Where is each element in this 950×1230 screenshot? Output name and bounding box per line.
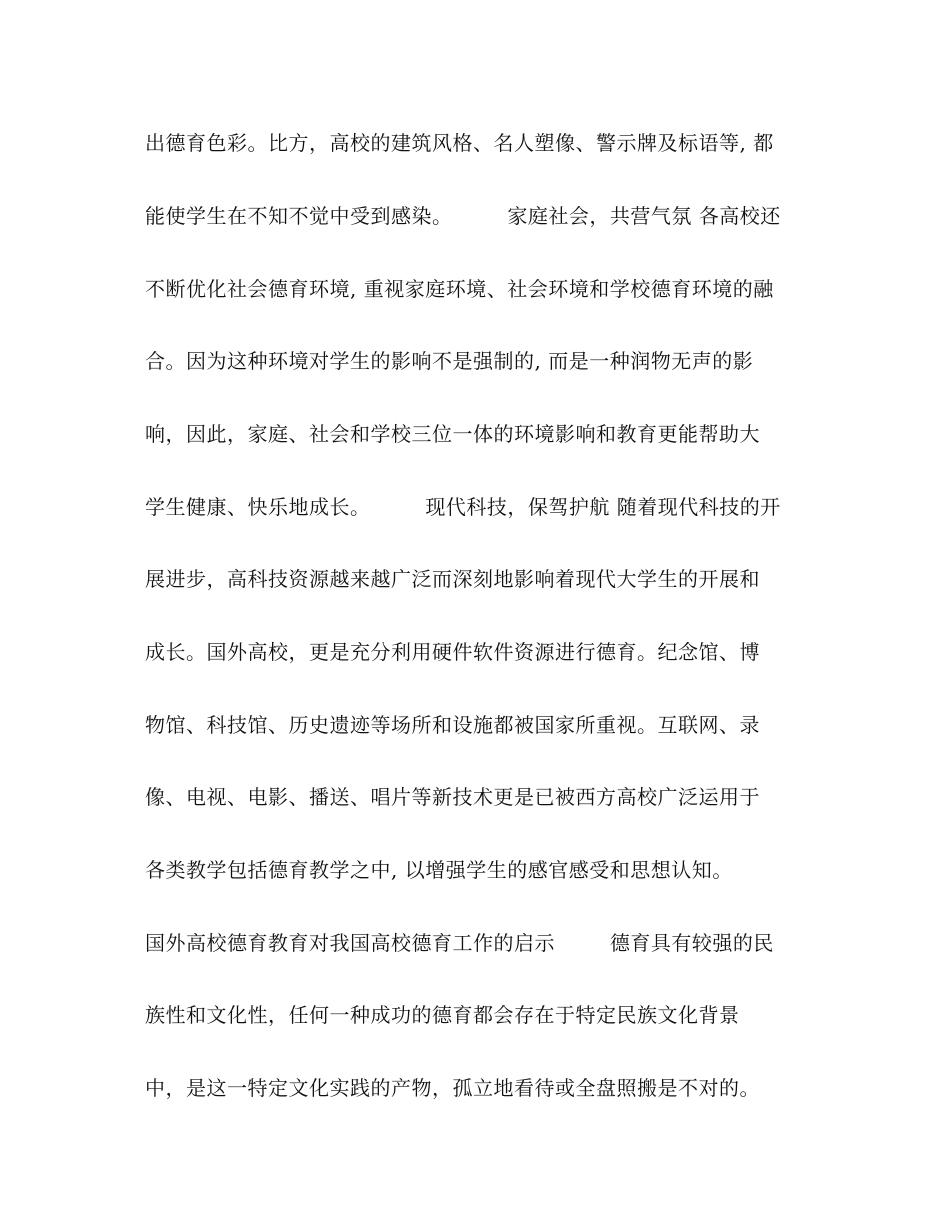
paragraph-line: 响，因此，家庭、社会和学校三位一体的环境影响和教育更能帮助大 [145,422,760,446]
paragraph-line: 学生健康、快乐地成长。 现代科技，保驾护航 随着现代科技的开 [145,495,781,519]
paragraph-line: 成长。国外高校，更是充分利用硬件软件资源进行德育。纪念馆、博 [145,640,760,664]
paragraph-line: 各类教学包括德育教学之中, 以增强学生的感官感受和思想认知。 [145,858,733,882]
paragraph-line: 能使学生在不知不觉中受到感染。 家庭社会，共营气氛 各高校还 [145,204,781,228]
paragraph-line: 中，是这一特定文化实践的产物，孤立地看待或全盘照搬是不对的。 [145,1076,760,1100]
paragraph-line: 不断优化社会德育环境, 重视家庭环境、社会环境和学校德育环境的融 [145,277,774,301]
paragraph-line: 合。因为这种环境对学生的影响不是强制的, 而是一种润物无声的影 [145,349,754,373]
paragraph-line: 出德育色彩。比方，高校的建筑风格、名人塑像、警示牌及标语等, 都 [145,131,774,155]
paragraph-line: 国外高校德育教育对我国高校德育工作的启示 德育具有较强的民 [145,931,774,955]
paragraph-line: 物馆、科技馆、历史遗迹等场所和设施都被国家所重视。互联网、录 [145,713,760,737]
paragraph-line: 像、电视、电影、播送、唱片等新技术更是已被西方高校广泛运用于 [145,785,760,809]
paragraph-line: 族性和文化性，任何一种成功的德育都会存在于特定民族文化背景 [145,1003,740,1027]
paragraph-line: 展进步，高科技资源越来越广泛而深刻地影响着现代大学生的开展和 [145,567,760,591]
